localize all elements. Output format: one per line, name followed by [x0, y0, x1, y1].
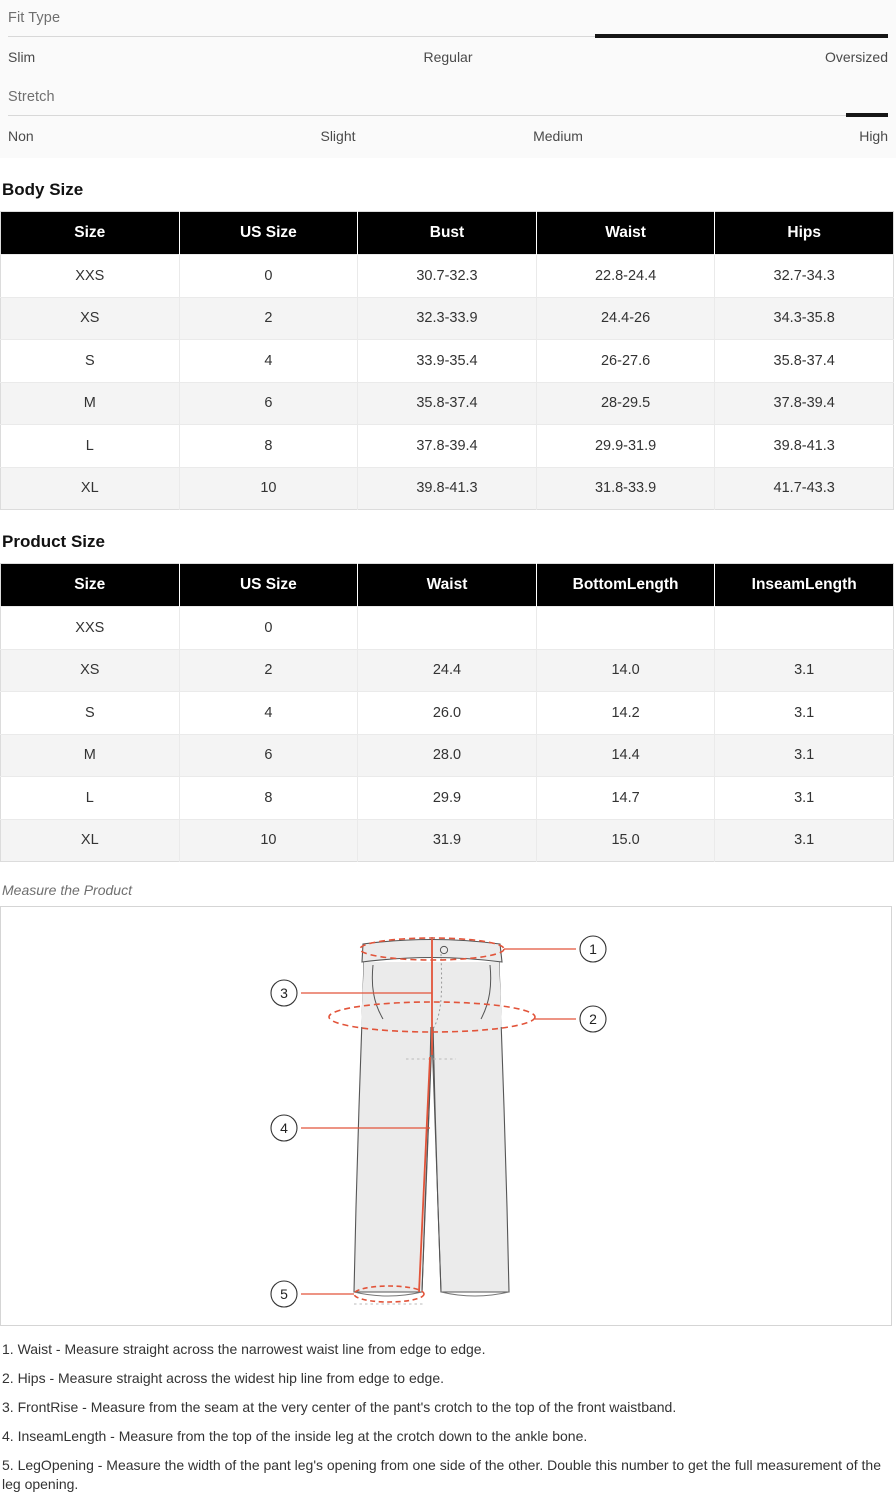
product-size-table [0, 563, 894, 862]
cell-hips: 37.8-39.4 [715, 382, 894, 425]
cell-bust: 37.8-39.4 [358, 425, 537, 468]
marker-1-label: 1 [589, 941, 597, 957]
cell-size: L [1, 777, 180, 820]
column-header-waist: Waist [536, 212, 715, 255]
column-header-us-size: US Size [179, 212, 358, 255]
cell-waist: 28-29.5 [536, 382, 715, 425]
marker-2 [580, 1006, 606, 1032]
stretch-track[interactable] [8, 113, 888, 119]
table-row [1, 777, 894, 820]
marker-1 [580, 936, 606, 962]
cell-size: XXS [1, 607, 180, 650]
cell-size: M [1, 734, 180, 777]
instruction-front-rise: 3. FrontRise - Measure from the seam at the very center of the pant's crotch to the top of the front waistband. [2, 1398, 677, 1415]
instruction-hips: 2. Hips - Measure straight across the widest hip line from edge to edge. [2, 1369, 444, 1386]
measure-product-caption: Measure the Product [2, 882, 132, 898]
cell-size: L [1, 425, 180, 468]
table-row [1, 425, 894, 468]
cell-us-size: 6 [179, 734, 358, 777]
table-row [1, 734, 894, 777]
cell-us-size: 2 [179, 649, 358, 692]
cell-waist: 26-27.6 [536, 340, 715, 383]
stretch-option-non[interactable]: Non [8, 128, 34, 144]
cell-us-size: 0 [179, 255, 358, 298]
cell-waist: 29.9-31.9 [536, 425, 715, 468]
cell-bust: 32.3-33.9 [358, 297, 537, 340]
table-row [1, 649, 894, 692]
cell-bust: 30.7-32.3 [358, 255, 537, 298]
pants-diagram-svg [1, 907, 891, 1325]
marker-4-label: 4 [280, 1120, 288, 1136]
cell-us-size: 8 [179, 777, 358, 820]
cell-bottom-length: 14.4 [536, 734, 715, 777]
cell-waist [358, 607, 537, 650]
cell-bust: 39.8-41.3 [358, 467, 537, 510]
marker-4 [271, 1115, 297, 1141]
instruction-inseam-length: 4. InseamLength - Measure from the top of the inside leg at the crotch down to the ankle bone. [2, 1427, 588, 1444]
cell-waist: 28.0 [358, 734, 537, 777]
product-size-heading: Product Size [2, 532, 105, 551]
cell-bottom-length: 15.0 [536, 819, 715, 862]
fit-type-label: Fit Type [8, 10, 61, 26]
cell-hips: 39.8-41.3 [715, 425, 894, 468]
cell-size: XS [1, 649, 180, 692]
body-size-table [0, 211, 894, 510]
body-size-heading: Body Size [2, 180, 84, 199]
table-row [1, 467, 894, 510]
cell-us-size: 0 [179, 607, 358, 650]
cell-waist: 31.8-33.9 [536, 467, 715, 510]
stretch-label: Stretch [8, 89, 55, 105]
cell-size: S [1, 340, 180, 383]
cell-inseam-length: 3.1 [715, 692, 894, 735]
column-header-bust: Bust [358, 212, 537, 255]
column-header-hips: Hips [715, 212, 894, 255]
table-row [1, 382, 894, 425]
cell-inseam-length: 3.1 [715, 649, 894, 692]
measurement-instructions [0, 1340, 896, 1495]
cell-waist: 24.4-26 [536, 297, 715, 340]
column-header-inseam-length: InseamLength [715, 564, 894, 607]
stretch-track-line [8, 115, 888, 116]
cell-size: M [1, 382, 180, 425]
cell-hips: 41.7-43.3 [715, 467, 894, 510]
fit-type-track[interactable] [8, 34, 888, 40]
marker-5-label: 5 [280, 1286, 288, 1302]
cell-inseam-length: 3.1 [715, 734, 894, 777]
cell-waist: 26.0 [358, 692, 537, 735]
stretch-option-slight[interactable]: Slight [320, 128, 356, 144]
table-row [1, 255, 894, 298]
cell-bust: 33.9-35.4 [358, 340, 537, 383]
cell-us-size: 4 [179, 340, 358, 383]
column-header-waist: Waist [358, 564, 537, 607]
fit-type-meter [0, 0, 896, 79]
fit-type-option-regular[interactable]: Regular [423, 49, 473, 65]
cell-us-size: 2 [179, 297, 358, 340]
cell-hips: 34.3-35.8 [715, 297, 894, 340]
pants-right-hem [441, 1292, 509, 1296]
cell-us-size: 6 [179, 382, 358, 425]
fit-type-track-fill [595, 34, 888, 38]
column-header-size: Size [1, 212, 180, 255]
fit-meters-panel [0, 0, 896, 158]
instruction-leg-opening: 5. LegOpening - Measure the width of the pant leg's opening from one side of the other. Double this number to get the full measurement of the leg opening. [2, 1456, 881, 1493]
table-row [1, 819, 894, 862]
table-row [1, 340, 894, 383]
cell-inseam-length: 3.1 [715, 777, 894, 820]
table-row [1, 692, 894, 735]
marker-3 [271, 980, 297, 1006]
cell-bottom-length: 14.2 [536, 692, 715, 735]
stretch-track-fill [846, 113, 888, 117]
table-row [1, 607, 894, 650]
cell-waist: 29.9 [358, 777, 537, 820]
fit-type-option-oversized[interactable]: Oversized [824, 49, 888, 65]
cell-size: XS [1, 297, 180, 340]
marker-3-label: 3 [280, 985, 288, 1001]
table-header-row [1, 212, 894, 255]
cell-inseam-length: 3.1 [715, 819, 894, 862]
instruction-waist: 1. Waist - Measure straight across the narrowest waist line from edge to edge. [2, 1341, 486, 1357]
column-header-bottom-length: BottomLength [536, 564, 715, 607]
stretch-meter [0, 79, 896, 158]
cell-waist: 22.8-24.4 [536, 255, 715, 298]
marker-2-label: 2 [589, 1011, 597, 1027]
cell-us-size: 10 [179, 819, 358, 862]
cell-bottom-length: 14.7 [536, 777, 715, 820]
cell-bottom-length [536, 607, 715, 650]
cell-us-size: 8 [179, 425, 358, 468]
cell-hips: 35.8-37.4 [715, 340, 894, 383]
cell-us-size: 4 [179, 692, 358, 735]
cell-inseam-length [715, 607, 894, 650]
stretch-option-high[interactable]: High [859, 128, 888, 144]
column-header-size: Size [1, 564, 180, 607]
cell-waist: 31.9 [358, 819, 537, 862]
pants-left-hip [361, 962, 432, 1027]
stretch-option-medium[interactable]: Medium [533, 128, 583, 144]
column-header-us-size: US Size [179, 564, 358, 607]
marker-5 [271, 1281, 297, 1307]
table-header-row [1, 564, 894, 607]
cell-waist: 24.4 [358, 649, 537, 692]
pants-right-hip [432, 962, 502, 1027]
cell-size: XL [1, 467, 180, 510]
cell-bottom-length: 14.0 [536, 649, 715, 692]
fit-type-scale-labels [0, 40, 896, 79]
measurement-diagram [0, 906, 892, 1326]
cell-size: XL [1, 819, 180, 862]
pants-left-hem [354, 1292, 422, 1296]
table-row [1, 297, 894, 340]
cell-size: XXS [1, 255, 180, 298]
cell-hips: 32.7-34.3 [715, 255, 894, 298]
fit-type-option-slim[interactable]: Slim [8, 49, 36, 65]
cell-us-size: 10 [179, 467, 358, 510]
cell-bust: 35.8-37.4 [358, 382, 537, 425]
stretch-scale-labels [0, 119, 896, 158]
cell-size: S [1, 692, 180, 735]
